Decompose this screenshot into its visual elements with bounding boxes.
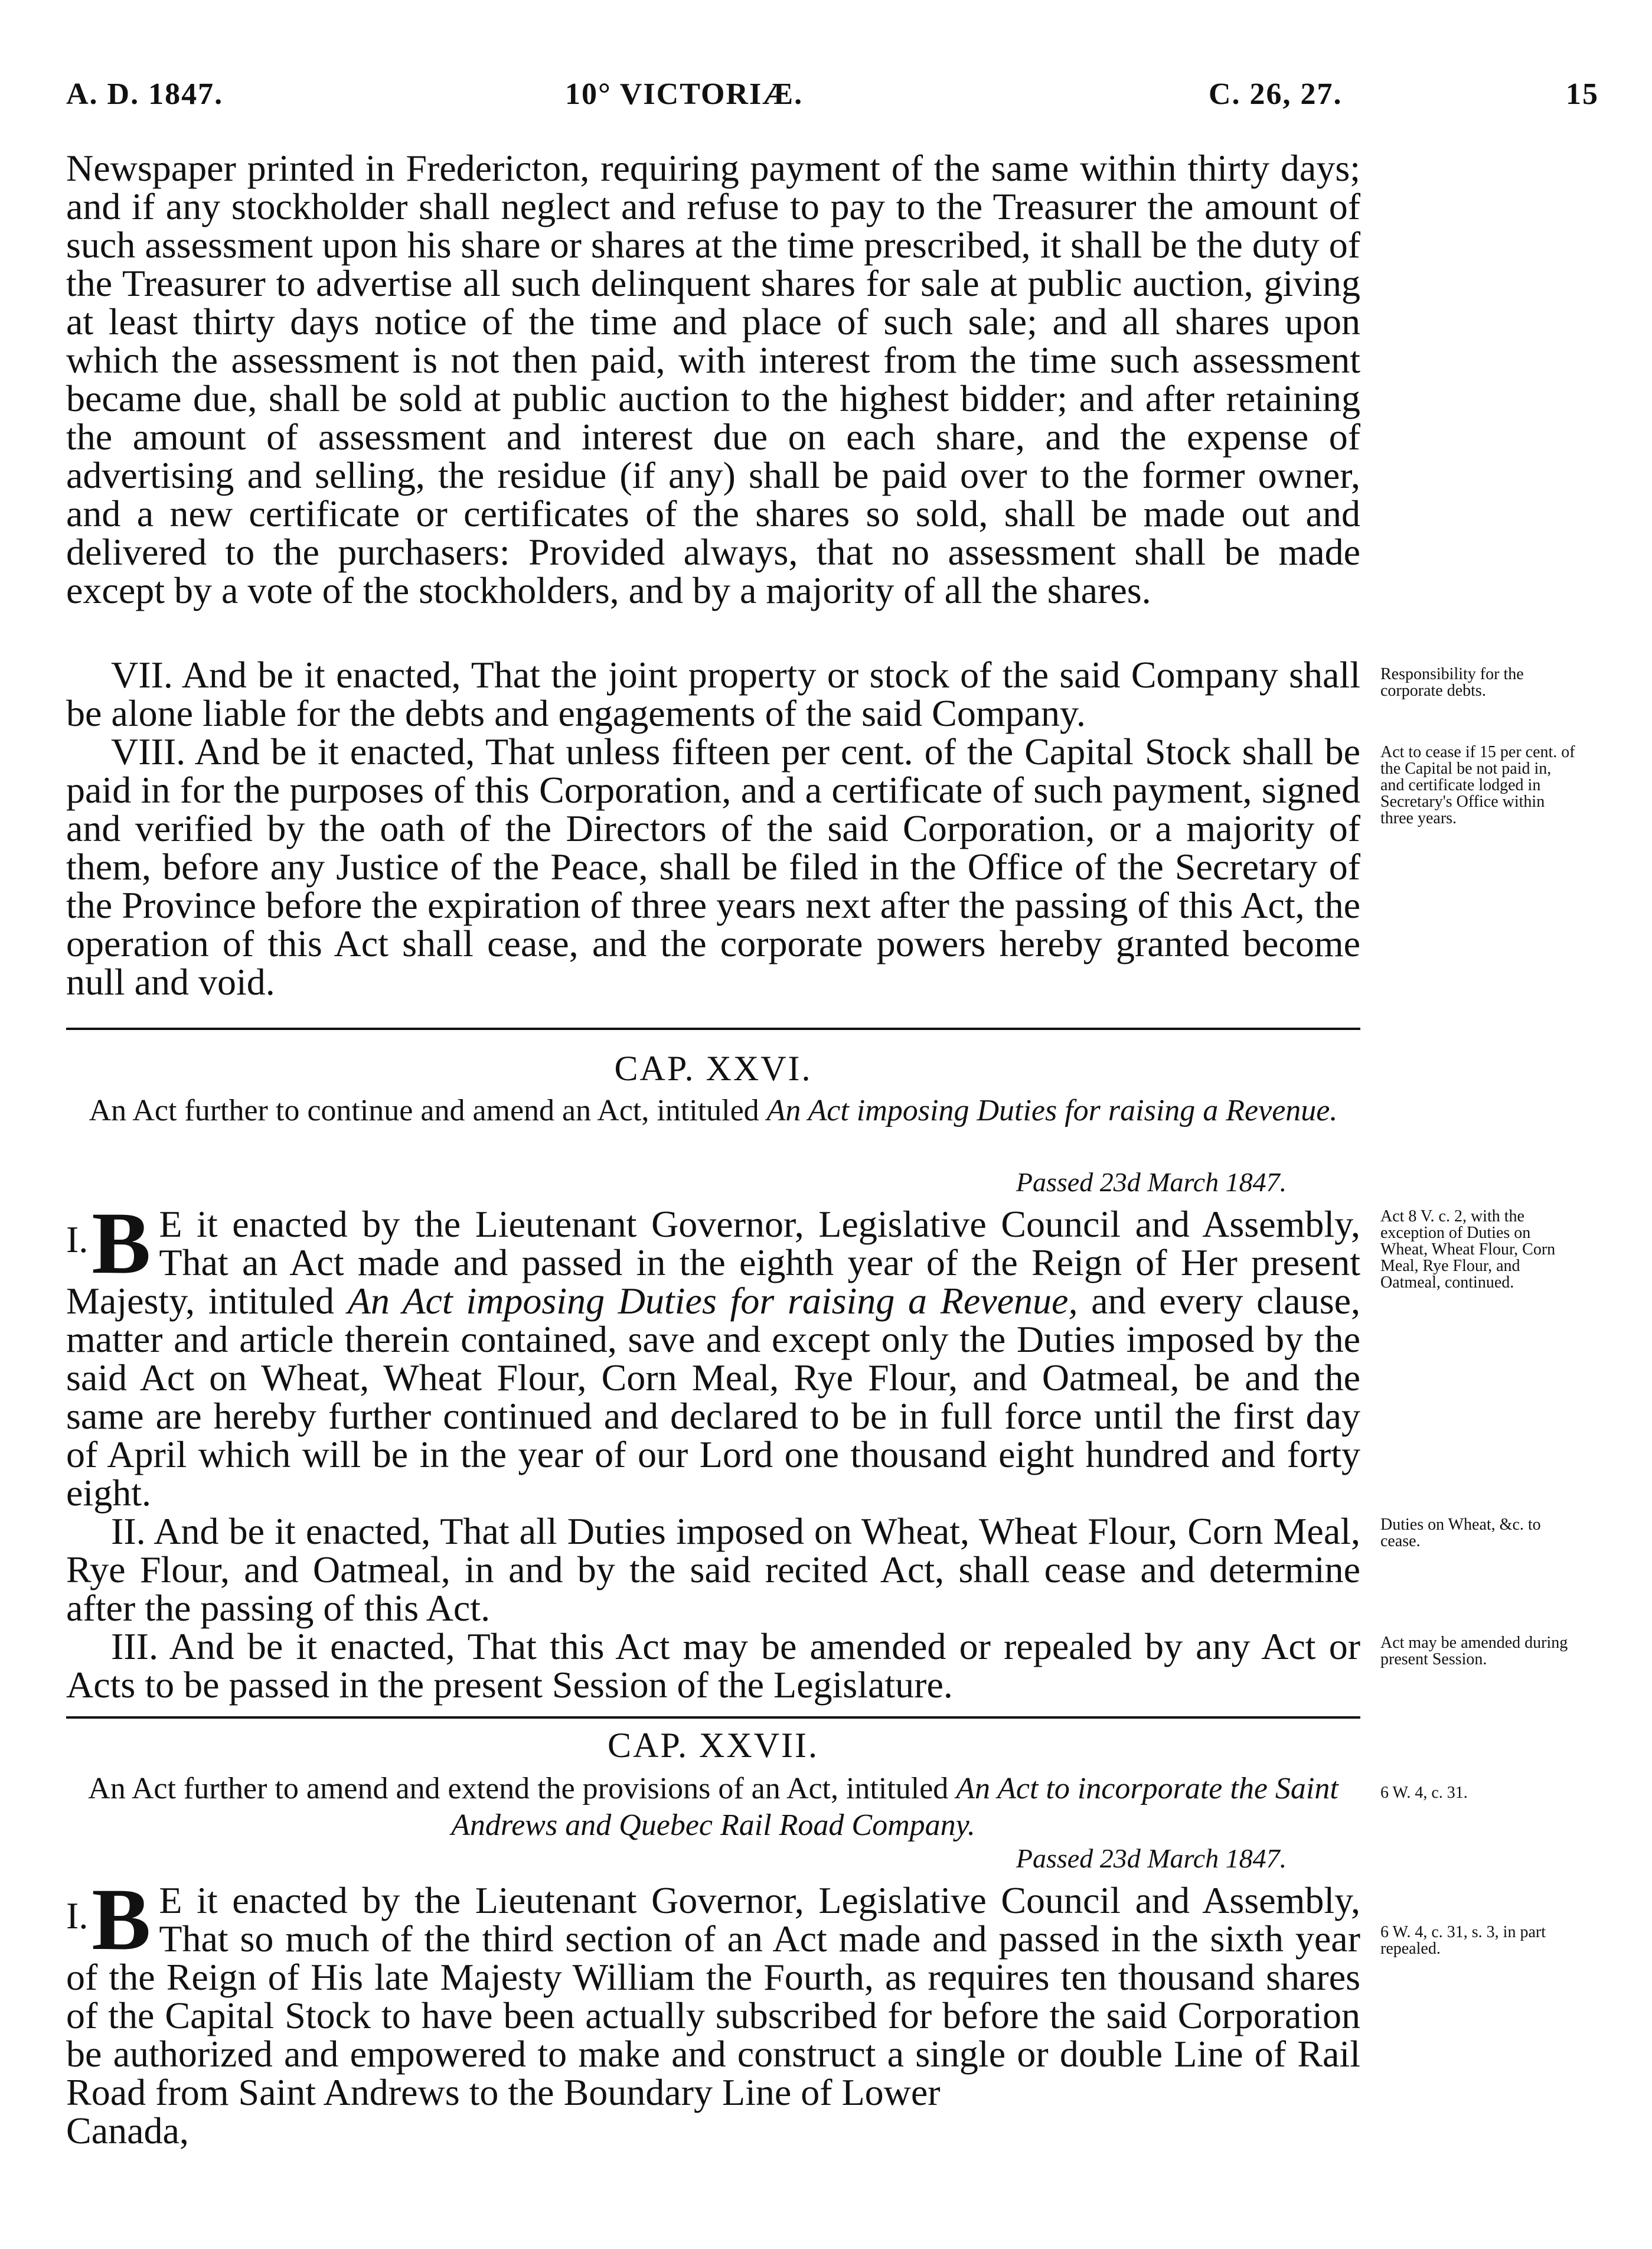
header-chapters: C. 26, 27. <box>1209 77 1343 111</box>
cap-27-section-1-margin-note: 6 W. 4, c. 31, s. 3, in part repealed. <box>1380 1923 1546 1958</box>
running-header <box>66 77 1599 124</box>
cap-26-description <box>66 1093 1360 1129</box>
cap-26-desc-italic: An Act imposing Duties for raising a Revenue. <box>766 1094 1338 1127</box>
cap-26-section-3-text: III. And be it enacted, That this Act may be amended or repealed by any Act or Acts to be passed in the present Session of the Legislature. <box>66 1625 1360 1706</box>
cap-26-section-1 <box>66 1194 1360 1514</box>
cap-26-section-3 <box>66 1627 1360 1704</box>
cap-27-desc-plain: An Act further to amend and extend the provisions of an Act, intituled <box>88 1772 956 1805</box>
cap-26-section-1-text-a: E it enacted by the Lieutenant Governor, Legislative Council and Assembly, That an Act made and passed in the eighth year of the Reign of Her present Majesty, intituled <box>66 1203 1360 1322</box>
cap-26-title: CAP. XXVI. <box>614 1049 812 1088</box>
cap-27-dropcap: B <box>92 1870 151 1968</box>
continued-block <box>66 149 1360 609</box>
divider-rule <box>66 1716 1360 1719</box>
cap-26-section-2-text: II. And be it enacted, That all Duties imposed on Wheat, Wheat Flour, Corn Meal, Rye Flour, and Oatmeal, in and by the said recited Act, shall cease and determine after the passing of this Act. <box>66 1510 1360 1629</box>
header-reign: 10° VICTORIÆ. <box>565 77 804 111</box>
cap-27-desc-margin-note: 6 W. 4, c. 31. <box>1380 1784 1468 1802</box>
section-8-text: VIII. And be it enacted, That unless fifteen per cent. of the Capital Stock shall be paid in for the purposes of this Corporation, and a certificate of such payment, signed and verified by the oath of the Directors of the said Corporation, or a majority of them, before any Justice of the Peace, shall be filed in the Office of the Secretary of the Province before the expiration of three years next after the passing of this Act, the operation of this Act shall cease, and the corporate powers hereby granted become null and void. <box>66 731 1360 1003</box>
section-8 <box>66 732 1360 1001</box>
cap-26-passed-date: Passed 23d March 1847. <box>1016 1167 1287 1197</box>
section-7-text: VII. And be it enacted, That the joint property or stock of the said Company shall be alone liable for the debts and engagements of the said Company. <box>66 654 1360 734</box>
cap-26-section-1-italic: An Act imposing Duties for raising a Revenue, <box>347 1280 1078 1322</box>
cap-26-section-1-number: I. <box>66 1218 89 1260</box>
section-7 <box>66 656 1360 732</box>
cap-27-passed-date: Passed 23d March 1847. <box>1016 1843 1287 1873</box>
cap-26-section-3-margin-note: Act may be amended during present Session. <box>1380 1634 1568 1668</box>
cap-26-desc-plain: An Act further to continue and amend an Act, intituled <box>89 1094 767 1127</box>
cap-27-section-1-text: E it enacted by the Lieutenant Governor, Legislative Council and Assembly, That so much of the third section of an Act made and passed in the sixth year of the Reign of His late Majesty William the Fourth, as requires ten thousand shares of the Capital Stock to have been actually subscribed for before the said Corporation be authorized and empowered to make and construct a single or double Line of Rail Road from Saint Andrews to the Boundary Line of Lower <box>66 1879 1360 2113</box>
cap-26-section-2-margin-note: Duties on Wheat, &c. to cease. <box>1380 1515 1541 1550</box>
cap-27-section-1 <box>66 1870 1360 2152</box>
cap-26-section-2 <box>66 1512 1360 1627</box>
cap-27-description <box>66 1771 1360 1844</box>
page-number: 15 <box>1566 77 1599 111</box>
section-8-margin-note: Act to cease if 15 per cent. of the Capital be not paid in, and certificate lodged in Secretary's Office within three years. <box>1380 743 1575 827</box>
header-year: A. D. 1847. <box>66 77 224 111</box>
divider-rule <box>66 1028 1360 1030</box>
cap-26-section-1-margin-note: Act 8 V. c. 2, with the exception of Duties on Wheat, Wheat Flour, Corn Meal, Rye Flour, and Oatmeal, continued. <box>1380 1207 1556 1292</box>
cap-27-section-1-last-line: Canada, <box>66 2110 189 2152</box>
cap-26-section-1-text-b: and every clause, matter and article therein contained, save and except only the Duties imposed by the said Act on Wheat, Wheat Flour, Corn Meal, Rye Flour, and Oatmeal, be and the same are hereby further continued and declared to be in full force until the first day of April which will be in the year of our Lord one thousand eight hundred and forty eight. <box>66 1280 1360 1514</box>
cap-27-title: CAP. XXVII. <box>607 1726 820 1765</box>
cap-27-desc-italic: An Act to incorporate the Saint Andrews and Quebec Rail Road Company. <box>451 1772 1338 1842</box>
continued-paragraph: Newspaper printed in Fredericton, requiring payment of the same within thirty days; and if any stockholder shall neglect and refuse to pay to the Treasurer the amount of such assessment upon his share or shares at the time prescribed, it shall be the duty of the Treasurer to advertise all such delinquent shares for sale at public auction, giving at least thirty days notice of the time and place of such sale; and all shares upon which the assessment is not then paid, with interest from the time such assessment became due, shall be sold at public auction to the highest bidder; and after retaining the amount of assessment and interest due on each share, and the expense of advertising and selling, the residue (if any) shall be paid over to the former owner, and a new certificate or certificates of the shares so sold, shall be made out and delivered to the purchasers: Provided always, that no assessment shall be made except by a vote of the stockholders, and by a majority of all the shares. <box>66 147 1360 611</box>
cap-27-section-1-number: I. <box>66 1895 89 1937</box>
cap-26-dropcap: B <box>92 1194 151 1292</box>
section-7-margin-note: Responsibility for the corporate debts. <box>1380 665 1524 700</box>
